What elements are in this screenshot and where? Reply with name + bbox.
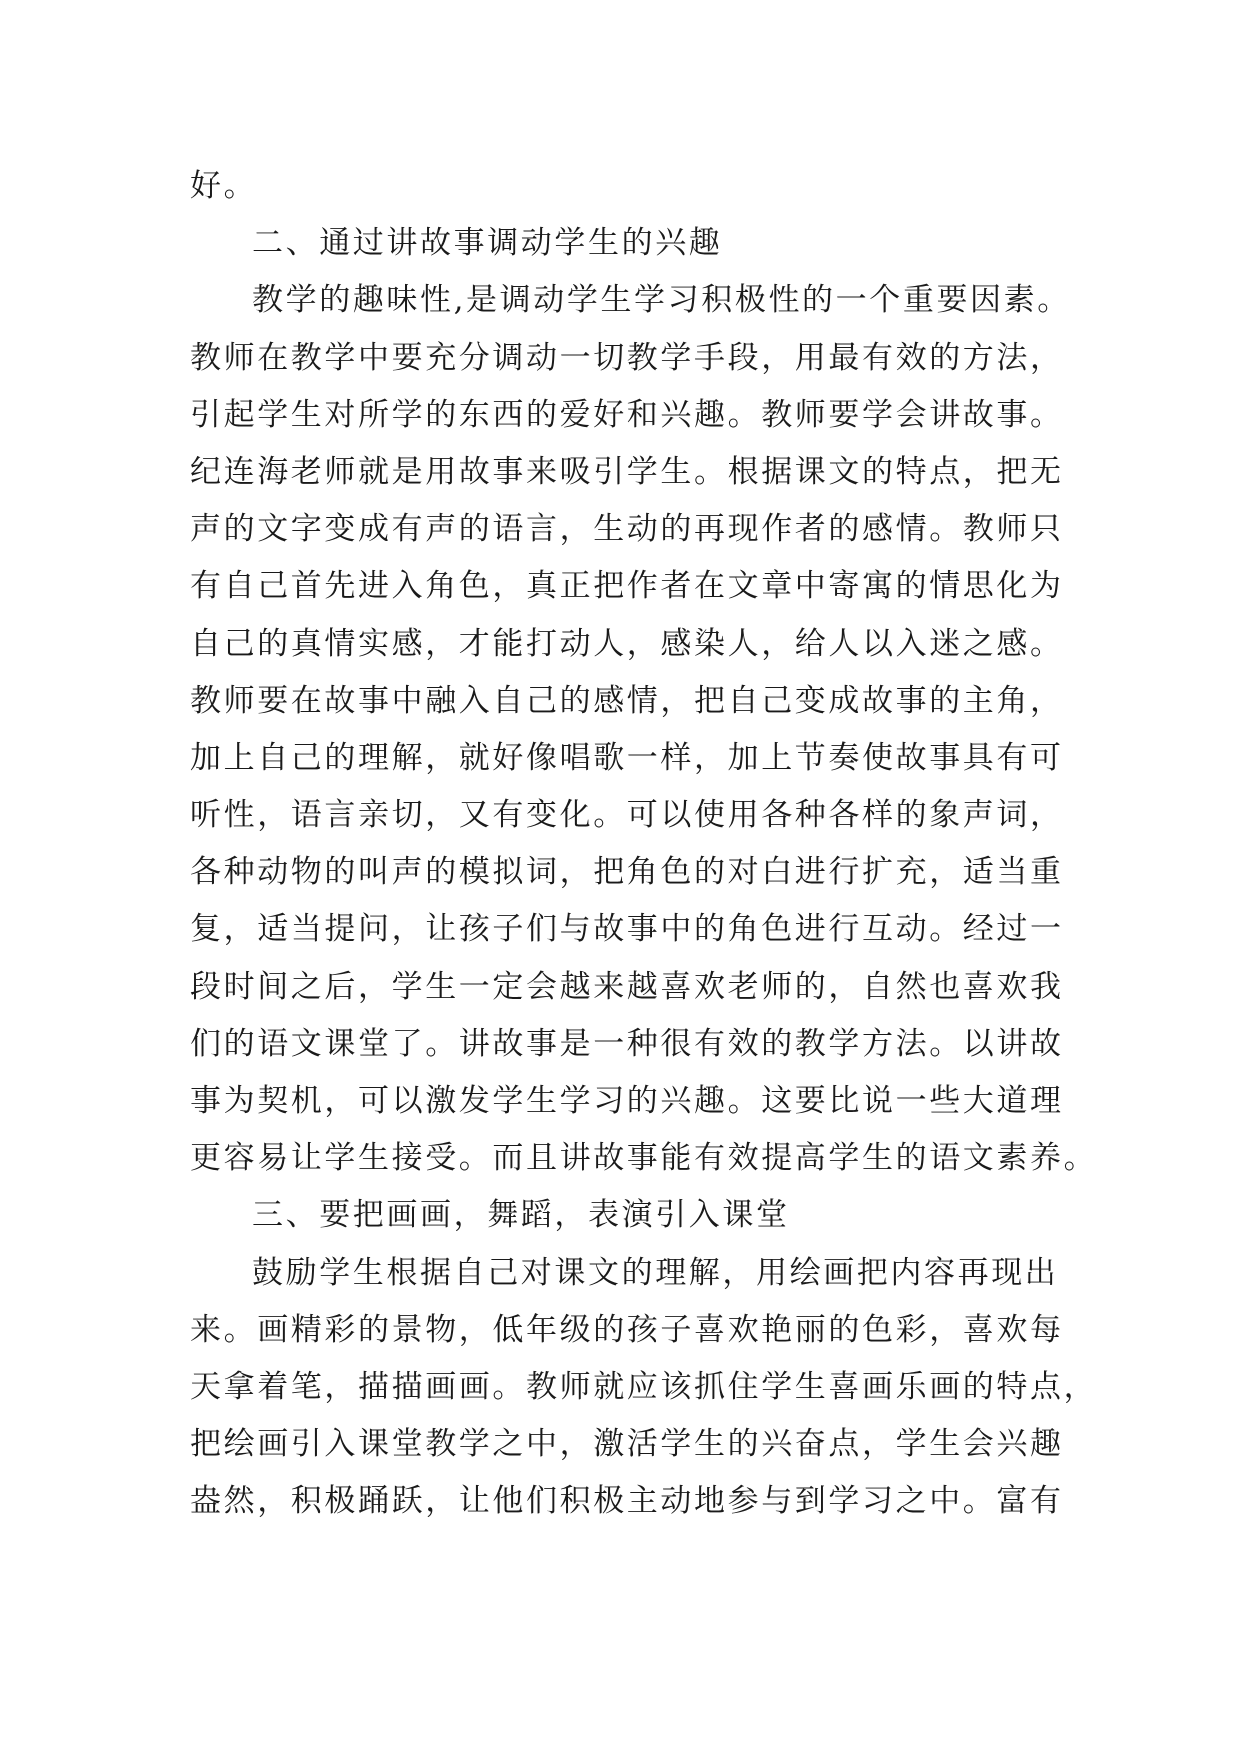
paragraph-line: 听性，语言亲切，又有变化。可以使用各种各样的象声词，	[190, 797, 1064, 834]
paragraph-line: 鼓励学生根据自己对课文的理解，用绘画把内容再现出	[252, 1254, 1059, 1291]
paragraph-line: 加上自己的理解，就好像唱歌一样，加上节奏使故事具有可	[190, 739, 1064, 776]
paragraph-line: 事为契机，可以激发学生学习的兴趣。这要比说一些大道理	[190, 1083, 1064, 1119]
paragraph-line: 纪连海老师就是用故事来吸引学生。根据课文的特点，把无	[190, 453, 1064, 490]
paragraph-line: 更容易让学生接受。而且讲故事能有效提高学生的语文素养。	[190, 1140, 1098, 1177]
paragraph-line: 自己的真情实感，才能打动人，感染人，给人以入迷之感。	[190, 625, 1064, 662]
paragraph-line: 盎然，积极踊跃，让他们积极主动地参与到学习之中。富有	[190, 1483, 1064, 1520]
paragraph-line: 复，适当提问，让孩子们与故事中的角色进行互动。经过一	[190, 911, 1064, 948]
paragraph-line: 天拿着笔，描描画画。教师就应该抓住学生喜画乐画的特点，	[190, 1368, 1098, 1405]
paragraph-line: 引起学生对所学的东西的爱好和兴趣。教师要学会讲故事。	[190, 396, 1064, 433]
paragraph-line: 声的文字变成有声的语言，生动的再现作者的感情。教师只	[190, 511, 1064, 548]
body-text	[190, 158, 1098, 1531]
paragraph-line: 教师在教学中要充分调动一切教学手段，用最有效的方法，	[190, 339, 1064, 376]
paragraph-line: 教学的趣味性,是调动学生学习积极性的一个重要因素。	[252, 282, 1071, 319]
paragraph-line: 各种动物的叫声的模拟词，把角色的对白进行扩充，适当重	[190, 854, 1064, 891]
paragraph-line: 教师要在故事中融入自己的感情，把自己变成故事的主角，	[190, 682, 1064, 719]
section-heading-2: 二、通过讲故事调动学生的兴趣	[252, 225, 723, 262]
paragraph-line: 来。画精彩的景物，低年级的孩子喜欢艳丽的色彩，喜欢每	[190, 1311, 1064, 1348]
paragraph-line: 们的语文课堂了。讲故事是一种很有效的教学方法。以讲故	[190, 1025, 1064, 1062]
paragraph-line: 把绘画引入课堂教学之中，激活学生的兴奋点，学生会兴趣	[190, 1426, 1064, 1463]
section-heading-3: 三、要把画画，舞蹈，表演引入课堂	[252, 1197, 790, 1234]
paragraph-line: 好。	[190, 168, 258, 204]
paragraph-line: 段时间之后，学生一定会越来越喜欢老师的，自然也喜欢我	[190, 968, 1064, 1005]
paragraph-line: 有自己首先进入角色，真正把作者在文章中寄寓的情思化为	[190, 568, 1064, 605]
